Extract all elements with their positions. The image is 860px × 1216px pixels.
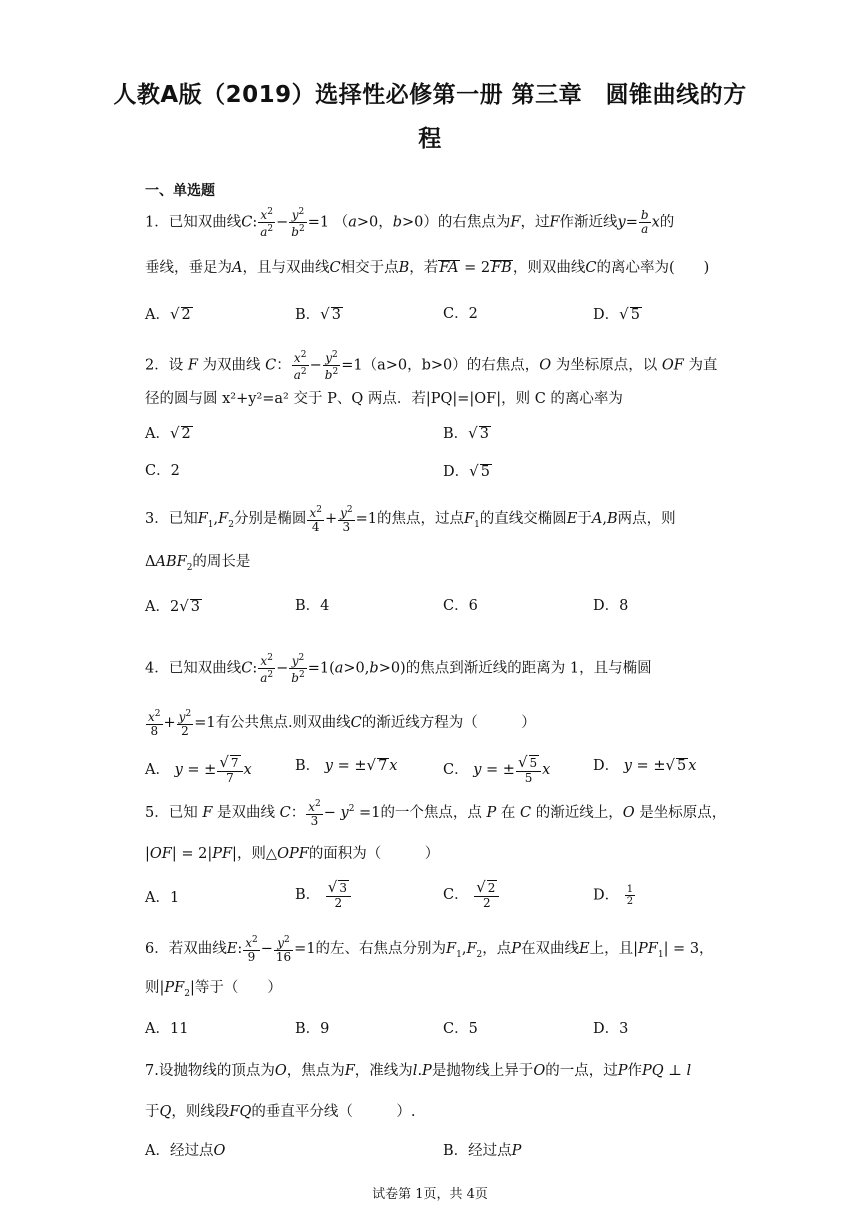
q6-option-b[interactable]: B．9 [295,1021,330,1037]
q2-option-a[interactable]: A．√ 2 [145,424,191,442]
q2-option-b[interactable]: B．√ 3 [443,424,489,442]
q4-option-a[interactable]: A． y = ± $\frac{√ 7}{7}$ x [145,753,252,785]
q3-option-a[interactable]: A．2√ 3 [145,597,201,615]
q2-option-c[interactable]: C．2 [145,463,180,479]
q3-option-d[interactable]: D．8 [593,598,629,614]
question-1-line2: 垂线，垂足为A，且与双曲线C相交于点B，若FA = 2FB，则双曲线C的离心率为( ) [145,260,710,276]
q7-option-a[interactable]: A．经过点O [145,1143,226,1159]
question-7-line2: 于Q，则线段FQ的垂直平分线（ ）. [145,1104,416,1120]
question-2-line2: 径的圆与圆 x²+y²=a² 交于 P、Q 两点．若|PQ|=|OF|，则 C 的离心率为 [145,391,623,407]
q3-option-c[interactable]: C．6 [443,598,478,614]
q5-option-a[interactable]: A．1 [145,890,180,906]
q6-option-d[interactable]: D．3 [593,1021,629,1037]
question-5-line2: |OF| = 2|PF|，则△OPF的面积为（ ） [145,846,440,862]
q6-option-a[interactable]: A．11 [145,1021,189,1037]
q7-option-b[interactable]: B．经过点P [443,1143,522,1159]
q1-option-a[interactable]: A．√ 2 [145,305,191,323]
q4-option-c[interactable]: C． y = ± $\frac{√ 5}{5}$ x [443,753,551,785]
q1-option-d[interactable]: D．√ 5 [593,305,640,323]
question-6-line2: 则$|PF_2|$等于（ ） [145,980,282,999]
question-2-line1: 2．设 F 为双曲线 C： $\frac{x^2}{a^2}$ − $\frac{y^2}{b^2}$ =1（a>0，b>0）的右焦点，O 为坐标原点，以 OF 为直 [145,350,718,382]
question-5-line1: 5．已知 F 是双曲线 C： $\frac{x^2}{3}$ − $y^2 =1$的一个焦点，点 P 在 C 的渐近线上，O 是坐标原点， [145,799,727,828]
q6-option-c[interactable]: C．5 [443,1021,478,1037]
question-4-line2: $\frac{x^2}{8}$ + $\frac{y^2}{2}$ =1有公共焦点.则双曲线C的渐近线方程为（ ） [148,709,536,738]
question-3-line1: 3．已知$F_1,F_2$分别是椭圆 $\frac{x^2}{4}$ + $\frac{y^2}{3}$ =1的焦点，过点$F_1$的直线交椭圆E于A,B两点，则 [145,505,676,534]
section-heading: 一、单选题 [145,183,215,199]
question-3-line2: $\Delta ABF_2$的周长是 [145,554,251,573]
page-footer: 试卷第 1页，共 4页 [372,1187,488,1202]
q5-option-c[interactable]: C． $\frac{√ 2}{2}$ [443,880,500,910]
q1-option-c[interactable]: C．2 [443,306,478,322]
question-1-line1: 1．已知双曲线C: $\frac{x^2}{a^2}$ − $\frac{y^2}{b^2}$ =1 （a>0，b>0）的右焦点为F，过F作渐近线y= $\frac{b}{a}$ x的 [145,207,675,239]
q2-option-d[interactable]: D．√ 5 [443,462,490,480]
q4-option-d[interactable]: D． y = ±√ 5 x [593,756,697,774]
question-7-line1: 7.设抛物线的顶点为O，焦点为F，准线为l.P是抛物线上异于O的一点，过P作PQ ⊥ l [145,1063,692,1079]
page-title-line2: 程 [418,126,442,152]
question-4-line1: 4．已知双曲线C: $\frac{x^2}{a^2}$ − $\frac{y^2}{b^2}$ =1(a>0,b>0)的焦点到渐近线的距离为 1，且与椭圆 [145,653,652,685]
q1-option-b[interactable]: B．√ 3 [295,305,341,323]
q5-option-d[interactable]: D． $\frac{1}{2}$ [593,884,634,907]
q3-option-b[interactable]: B．4 [295,598,330,614]
q4-option-b[interactable]: B． y = ±√ 7 x [295,756,398,774]
page-title-line1: 人教A版（2019）选择性必修第一册 第三章 圆锥曲线的方 [113,82,747,108]
question-6-line1: 6．若双曲线E: $\frac{x^2}{9}$ − $\frac{y^2}{16}$ =1的左、右焦点分别为$F_1,F_2$，点P在双曲线E上，且$|PF_1| = 3$， [145,935,714,964]
q5-option-b[interactable]: B． $\frac{√ 3}{2}$ [295,880,352,910]
